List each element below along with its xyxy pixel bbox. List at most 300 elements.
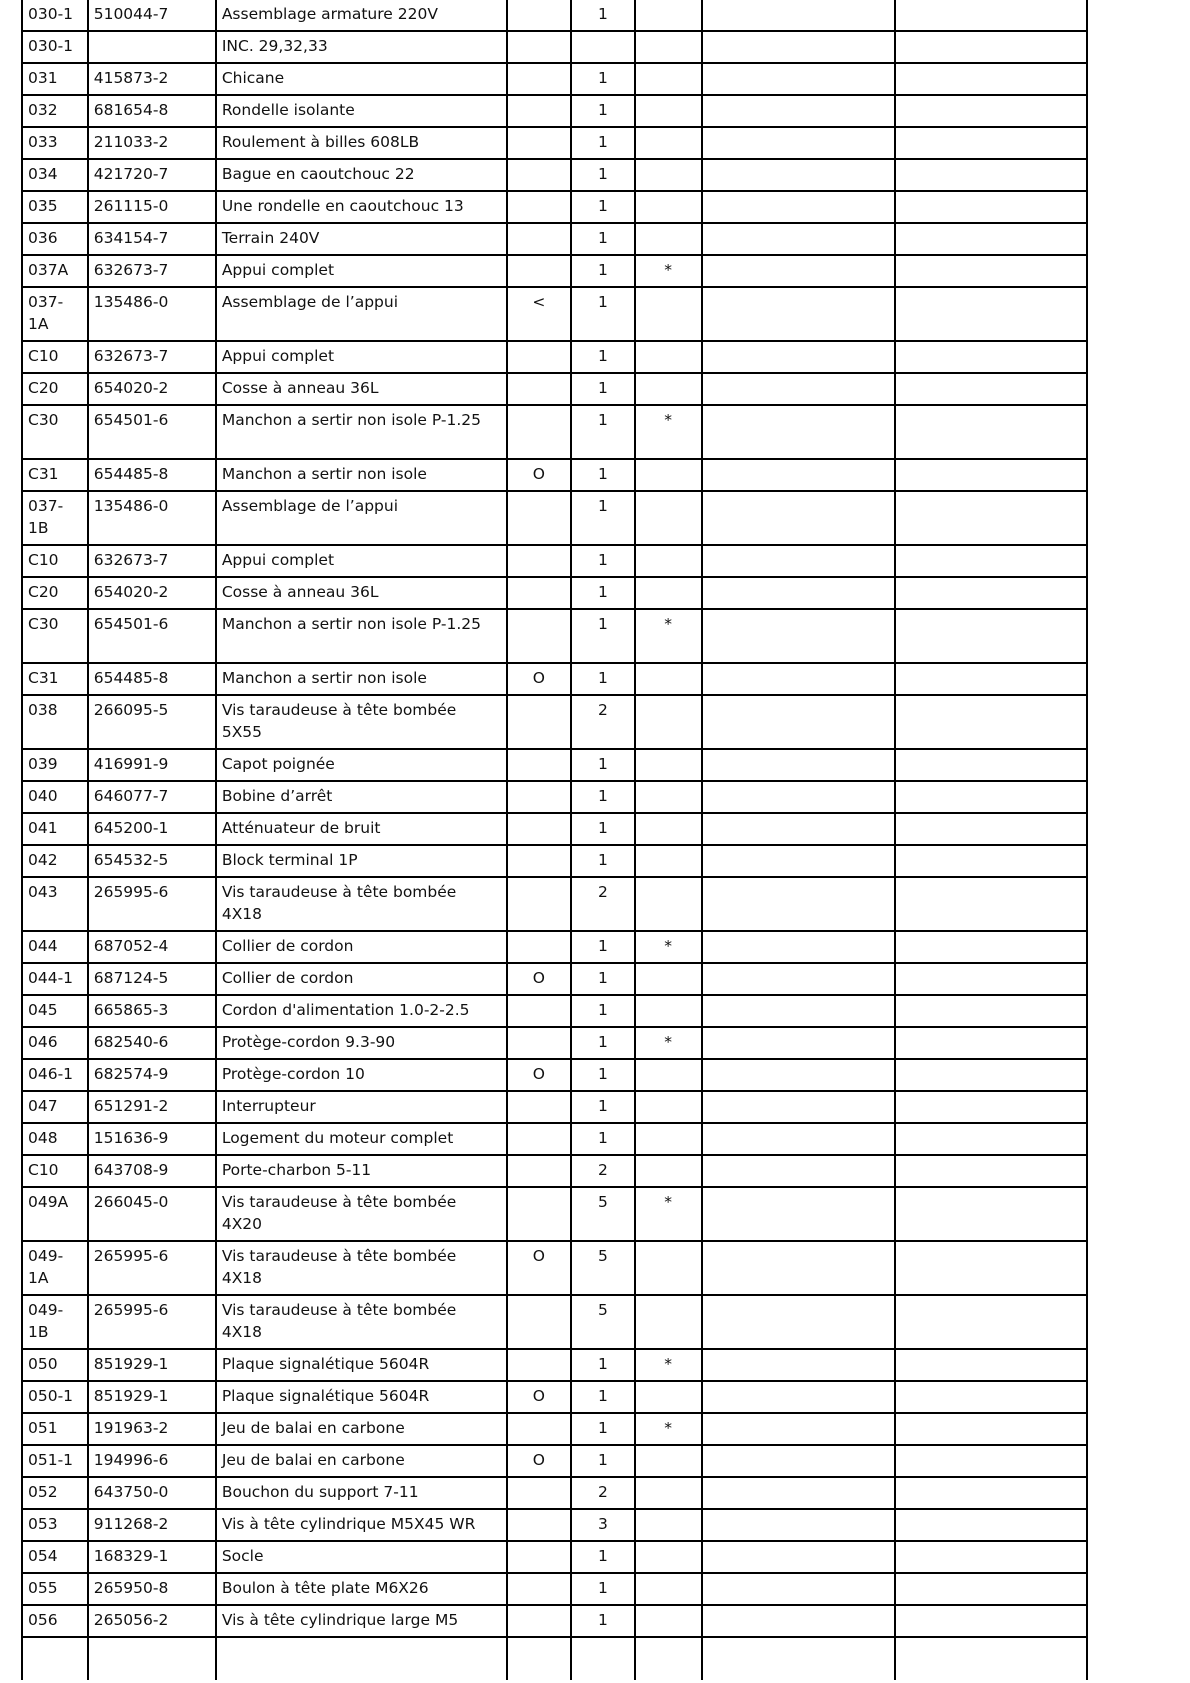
quantity-cell: 1 (571, 1027, 634, 1059)
empty-cell (895, 341, 1087, 373)
item-number-cell: 052 (22, 1477, 88, 1509)
empty-cell (895, 1123, 1087, 1155)
empty-cell (702, 1059, 896, 1091)
empty-cell (702, 95, 896, 127)
empty-cell (702, 255, 896, 287)
table-row (22, 63, 1087, 95)
note-star-cell (635, 781, 702, 813)
marker-cell: O (507, 663, 572, 695)
marker-cell: O (507, 1445, 572, 1477)
part-number-cell: 851929-1 (88, 1349, 216, 1381)
empty-cell (895, 609, 1087, 663)
table-row (22, 31, 1087, 63)
table-row (22, 1445, 1087, 1477)
table-row (22, 663, 1087, 695)
note-star-cell: * (635, 931, 702, 963)
empty-cell (702, 1349, 896, 1381)
description-cell: Porte-charbon 5-11 (216, 1155, 507, 1187)
item-number-cell: 035 (22, 191, 88, 223)
table-row (22, 877, 1087, 931)
marker-cell (507, 31, 572, 63)
empty-cell (895, 191, 1087, 223)
empty-cell (702, 1241, 896, 1295)
table-row (22, 1605, 1087, 1637)
table-row (22, 1123, 1087, 1155)
empty-cell (895, 1541, 1087, 1573)
empty-cell (702, 405, 896, 459)
table-row (22, 1155, 1087, 1187)
empty-cell (702, 995, 896, 1027)
part-number-cell: 151636-9 (88, 1123, 216, 1155)
description-cell: Vis taraudeuse à tête bombée 4X20 (216, 1187, 507, 1241)
description-cell: Bobine d’arrêt (216, 781, 507, 813)
description-cell: Vis taraudeuse à tête bombée 4X18 (216, 1241, 507, 1295)
empty-cell (702, 609, 896, 663)
part-number-cell: 416991-9 (88, 749, 216, 781)
quantity-cell: 2 (571, 695, 634, 749)
table-row (22, 1541, 1087, 1573)
table-row (22, 373, 1087, 405)
table-row (22, 191, 1087, 223)
empty-cell (702, 127, 896, 159)
description-cell: Roulement à billes 608LB (216, 127, 507, 159)
empty-cell (216, 1637, 507, 1680)
empty-cell (702, 1187, 896, 1241)
part-number-cell: 421720-7 (88, 159, 216, 191)
item-number-cell: 043 (22, 877, 88, 931)
quantity-cell: 1 (571, 1349, 634, 1381)
note-star-cell (635, 845, 702, 877)
part-number-cell: 654020-2 (88, 373, 216, 405)
empty-cell (895, 1349, 1087, 1381)
description-cell: Block terminal 1P (216, 845, 507, 877)
table-row (22, 1509, 1087, 1541)
marker-cell: O (507, 1381, 572, 1413)
marker-cell (507, 1091, 572, 1123)
empty-cell (895, 931, 1087, 963)
empty-cell (702, 845, 896, 877)
empty-cell (702, 963, 896, 995)
empty-cell (507, 1637, 572, 1680)
table-row (22, 491, 1087, 545)
note-star-cell (635, 159, 702, 191)
description-cell: Boulon à tête plate M6X26 (216, 1573, 507, 1605)
part-number-cell: 265056-2 (88, 1605, 216, 1637)
empty-cell (702, 459, 896, 491)
table-row (22, 341, 1087, 373)
description-cell: Interrupteur (216, 1091, 507, 1123)
part-number-cell (88, 31, 216, 63)
empty-cell (702, 1295, 896, 1349)
table-row (22, 1349, 1087, 1381)
item-number-cell: 051 (22, 1413, 88, 1445)
description-cell: Manchon a sertir non isole P-1.25 (216, 405, 507, 459)
empty-cell (702, 1155, 896, 1187)
description-cell: Vis à tête cylindrique M5X45 WR (216, 1509, 507, 1541)
quantity-cell: 1 (571, 255, 634, 287)
marker-cell (507, 1541, 572, 1573)
quantity-cell: 1 (571, 931, 634, 963)
marker-cell (507, 95, 572, 127)
quantity-cell: 1 (571, 373, 634, 405)
item-number-cell: 033 (22, 127, 88, 159)
description-cell: Plaque signalétique 5604R (216, 1349, 507, 1381)
table-row (22, 1295, 1087, 1349)
empty-cell (895, 1477, 1087, 1509)
item-number-cell: C10 (22, 341, 88, 373)
table-row (22, 255, 1087, 287)
table-row (22, 159, 1087, 191)
description-cell: Appui complet (216, 255, 507, 287)
item-number-cell: 038 (22, 695, 88, 749)
note-star-cell (635, 663, 702, 695)
marker-cell (507, 877, 572, 931)
table-row (22, 995, 1087, 1027)
description-cell: Jeu de balai en carbone (216, 1445, 507, 1477)
part-number-cell: 687124-5 (88, 963, 216, 995)
description-cell: Bague en caoutchouc 22 (216, 159, 507, 191)
description-cell: Rondelle isolante (216, 95, 507, 127)
note-star-cell (635, 695, 702, 749)
item-number-cell: C30 (22, 609, 88, 663)
table-row (22, 1187, 1087, 1241)
parts-table-body (22, 0, 1087, 1680)
marker-cell (507, 577, 572, 609)
marker-cell (507, 845, 572, 877)
note-star-cell (635, 1573, 702, 1605)
empty-cell (702, 1123, 896, 1155)
item-number-cell: 049-1B (22, 1295, 88, 1349)
item-number-cell: 042 (22, 845, 88, 877)
empty-cell (702, 931, 896, 963)
empty-cell (702, 1091, 896, 1123)
quantity-cell: 5 (571, 1187, 634, 1241)
item-number-cell: 046 (22, 1027, 88, 1059)
item-number-cell: 044-1 (22, 963, 88, 995)
description-cell: Manchon a sertir non isole (216, 663, 507, 695)
marker-cell: O (507, 963, 572, 995)
marker-cell (507, 255, 572, 287)
note-star-cell (635, 1605, 702, 1637)
note-star-cell: * (635, 1027, 702, 1059)
empty-cell (895, 1509, 1087, 1541)
quantity-cell: 3 (571, 1509, 634, 1541)
empty-cell (895, 1573, 1087, 1605)
item-number-cell: 037A (22, 255, 88, 287)
empty-cell (895, 255, 1087, 287)
parts-table (21, 0, 1088, 1680)
note-star-cell (635, 0, 702, 31)
description-cell: Vis à tête cylindrique large M5 (216, 1605, 507, 1637)
empty-cell (702, 877, 896, 931)
part-number-cell: 135486-0 (88, 491, 216, 545)
quantity-cell: 1 (571, 459, 634, 491)
note-star-cell (635, 1509, 702, 1541)
empty-cell (702, 1445, 896, 1477)
marker-cell (507, 223, 572, 255)
note-star-cell (635, 191, 702, 223)
description-cell: Atténuateur de bruit (216, 813, 507, 845)
empty-cell (702, 781, 896, 813)
marker-cell (507, 1477, 572, 1509)
empty-cell (895, 545, 1087, 577)
part-number-cell: 265950-8 (88, 1573, 216, 1605)
part-number-cell: 261115-0 (88, 191, 216, 223)
item-number-cell: C20 (22, 577, 88, 609)
description-cell: Terrain 240V (216, 223, 507, 255)
quantity-cell: 1 (571, 995, 634, 1027)
empty-cell (895, 577, 1087, 609)
item-number-cell: 046-1 (22, 1059, 88, 1091)
empty-cell (895, 127, 1087, 159)
empty-cell (895, 459, 1087, 491)
table-row (22, 0, 1087, 31)
empty-cell (702, 287, 896, 341)
note-star-cell: * (635, 405, 702, 459)
empty-cell (895, 663, 1087, 695)
table-row (22, 405, 1087, 459)
empty-cell (702, 1477, 896, 1509)
marker-cell (507, 1349, 572, 1381)
table-row (22, 545, 1087, 577)
part-number-cell: 851929-1 (88, 1381, 216, 1413)
quantity-cell: 2 (571, 1155, 634, 1187)
table-row (22, 287, 1087, 341)
table-row (22, 577, 1087, 609)
note-star-cell (635, 31, 702, 63)
table-row (22, 1573, 1087, 1605)
item-number-cell: 039 (22, 749, 88, 781)
item-number-cell: 032 (22, 95, 88, 127)
marker-cell (507, 1027, 572, 1059)
empty-cell (702, 1541, 896, 1573)
part-number-cell: 266095-5 (88, 695, 216, 749)
description-cell: Chicane (216, 63, 507, 95)
quantity-cell: 1 (571, 1123, 634, 1155)
quantity-cell: 1 (571, 1059, 634, 1091)
marker-cell (507, 813, 572, 845)
quantity-cell: 1 (571, 813, 634, 845)
part-number-cell: 687052-4 (88, 931, 216, 963)
item-number-cell: 050 (22, 1349, 88, 1381)
note-star-cell (635, 459, 702, 491)
marker-cell (507, 0, 572, 31)
quantity-cell: 1 (571, 1091, 634, 1123)
marker-cell (507, 127, 572, 159)
part-number-cell: 682540-6 (88, 1027, 216, 1059)
note-star-cell (635, 491, 702, 545)
empty-cell (702, 159, 896, 191)
description-cell: Protège-cordon 9.3-90 (216, 1027, 507, 1059)
marker-cell (507, 749, 572, 781)
note-star-cell (635, 63, 702, 95)
description-cell: Logement du moteur complet (216, 1123, 507, 1155)
table-row (22, 1381, 1087, 1413)
note-star-cell: * (635, 609, 702, 663)
marker-cell (507, 1123, 572, 1155)
item-number-cell: C10 (22, 1155, 88, 1187)
note-star-cell (635, 749, 702, 781)
part-number-cell: 643708-9 (88, 1155, 216, 1187)
quantity-cell (571, 31, 634, 63)
item-number-cell: 036 (22, 223, 88, 255)
empty-cell (702, 1413, 896, 1445)
empty-cell (895, 0, 1087, 31)
empty-cell (895, 1445, 1087, 1477)
empty-cell (895, 1413, 1087, 1445)
empty-cell (895, 287, 1087, 341)
empty-cell (895, 813, 1087, 845)
quantity-cell: 1 (571, 159, 634, 191)
empty-cell (895, 31, 1087, 63)
part-number-cell: 643750-0 (88, 1477, 216, 1509)
empty-cell (895, 1155, 1087, 1187)
empty-cell (571, 1637, 634, 1680)
empty-cell (702, 545, 896, 577)
empty-cell (702, 491, 896, 545)
empty-cell (895, 1027, 1087, 1059)
part-number-cell: 682574-9 (88, 1059, 216, 1091)
empty-cell (702, 31, 896, 63)
marker-cell: O (507, 1241, 572, 1295)
marker-cell (507, 1605, 572, 1637)
marker-cell (507, 609, 572, 663)
quantity-cell: 1 (571, 1573, 634, 1605)
description-cell: INC. 29,32,33 (216, 31, 507, 63)
part-number-cell: 265995-6 (88, 877, 216, 931)
part-number-cell: 211033-2 (88, 127, 216, 159)
empty-cell (895, 1241, 1087, 1295)
table-row (22, 813, 1087, 845)
empty-cell (895, 781, 1087, 813)
part-number-cell: 654501-6 (88, 609, 216, 663)
part-number-cell: 654485-8 (88, 459, 216, 491)
empty-cell (635, 1637, 702, 1680)
marker-cell: < (507, 287, 572, 341)
quantity-cell: 1 (571, 1413, 634, 1445)
marker-cell (507, 1295, 572, 1349)
marker-cell: O (507, 459, 572, 491)
empty-cell (702, 63, 896, 95)
quantity-cell: 1 (571, 287, 634, 341)
empty-cell (895, 963, 1087, 995)
note-star-cell (635, 577, 702, 609)
description-cell: Collier de cordon (216, 963, 507, 995)
description-cell: Cosse à anneau 36L (216, 577, 507, 609)
table-row (22, 1091, 1087, 1123)
part-number-cell: 651291-2 (88, 1091, 216, 1123)
table-row (22, 95, 1087, 127)
empty-cell (895, 1295, 1087, 1349)
table-row (22, 127, 1087, 159)
item-number-cell: 048 (22, 1123, 88, 1155)
table-row (22, 1027, 1087, 1059)
quantity-cell: 1 (571, 223, 634, 255)
note-star-cell: * (635, 1187, 702, 1241)
part-number-cell: 415873-2 (88, 63, 216, 95)
note-star-cell (635, 373, 702, 405)
quantity-cell: 1 (571, 663, 634, 695)
item-number-cell: 049-1A (22, 1241, 88, 1295)
note-star-cell (635, 1059, 702, 1091)
empty-cell (702, 1637, 896, 1680)
part-number-cell: 654020-2 (88, 577, 216, 609)
item-number-cell: 031 (22, 63, 88, 95)
item-number-cell: 056 (22, 1605, 88, 1637)
item-number-cell: 045 (22, 995, 88, 1027)
note-star-cell (635, 1123, 702, 1155)
empty-cell (895, 95, 1087, 127)
empty-cell (702, 223, 896, 255)
description-cell: Cordon d'alimentation 1.0-2-2.5 (216, 995, 507, 1027)
description-cell: Vis taraudeuse à tête bombée 5X55 (216, 695, 507, 749)
note-star-cell (635, 1445, 702, 1477)
empty-cell (702, 373, 896, 405)
empty-cell (702, 577, 896, 609)
quantity-cell: 1 (571, 191, 634, 223)
item-number-cell: C30 (22, 405, 88, 459)
table-row (22, 459, 1087, 491)
item-number-cell: 037-1A (22, 287, 88, 341)
description-cell: Manchon a sertir non isole (216, 459, 507, 491)
part-number-cell: 632673-7 (88, 341, 216, 373)
part-number-cell: 681654-8 (88, 95, 216, 127)
table-row (22, 695, 1087, 749)
empty-cell (895, 1059, 1087, 1091)
note-star-cell (635, 1155, 702, 1187)
part-number-cell: 510044-7 (88, 0, 216, 31)
description-cell: Manchon a sertir non isole P-1.25 (216, 609, 507, 663)
quantity-cell: 1 (571, 341, 634, 373)
quantity-cell: 1 (571, 545, 634, 577)
marker-cell (507, 191, 572, 223)
description-cell: Vis taraudeuse à tête bombée 4X18 (216, 1295, 507, 1349)
marker-cell (507, 695, 572, 749)
table-row (22, 223, 1087, 255)
empty-cell (702, 1027, 896, 1059)
quantity-cell: 1 (571, 1605, 634, 1637)
quantity-cell: 2 (571, 1477, 634, 1509)
quantity-cell: 1 (571, 127, 634, 159)
quantity-cell: 1 (571, 0, 634, 31)
note-star-cell: * (635, 1413, 702, 1445)
quantity-cell: 1 (571, 963, 634, 995)
empty-cell (88, 1637, 216, 1680)
empty-cell (895, 223, 1087, 255)
description-cell: Vis taraudeuse à tête bombée 4X18 (216, 877, 507, 931)
quantity-cell: 1 (571, 1445, 634, 1477)
part-number-cell: 191963-2 (88, 1413, 216, 1445)
marker-cell (507, 159, 572, 191)
empty-cell (895, 695, 1087, 749)
empty-cell (702, 1381, 896, 1413)
item-number-cell: C20 (22, 373, 88, 405)
table-row (22, 609, 1087, 663)
empty-cell (702, 1605, 896, 1637)
note-star-cell (635, 1381, 702, 1413)
note-star-cell (635, 1295, 702, 1349)
note-star-cell: * (635, 1349, 702, 1381)
part-number-cell: 654485-8 (88, 663, 216, 695)
empty-cell (895, 1187, 1087, 1241)
description-cell: Capot poignée (216, 749, 507, 781)
note-star-cell (635, 545, 702, 577)
description-cell: Bouchon du support 7-11 (216, 1477, 507, 1509)
empty-cell (702, 0, 896, 31)
marker-cell (507, 63, 572, 95)
quantity-cell: 5 (571, 1295, 634, 1349)
item-number-cell: 054 (22, 1541, 88, 1573)
